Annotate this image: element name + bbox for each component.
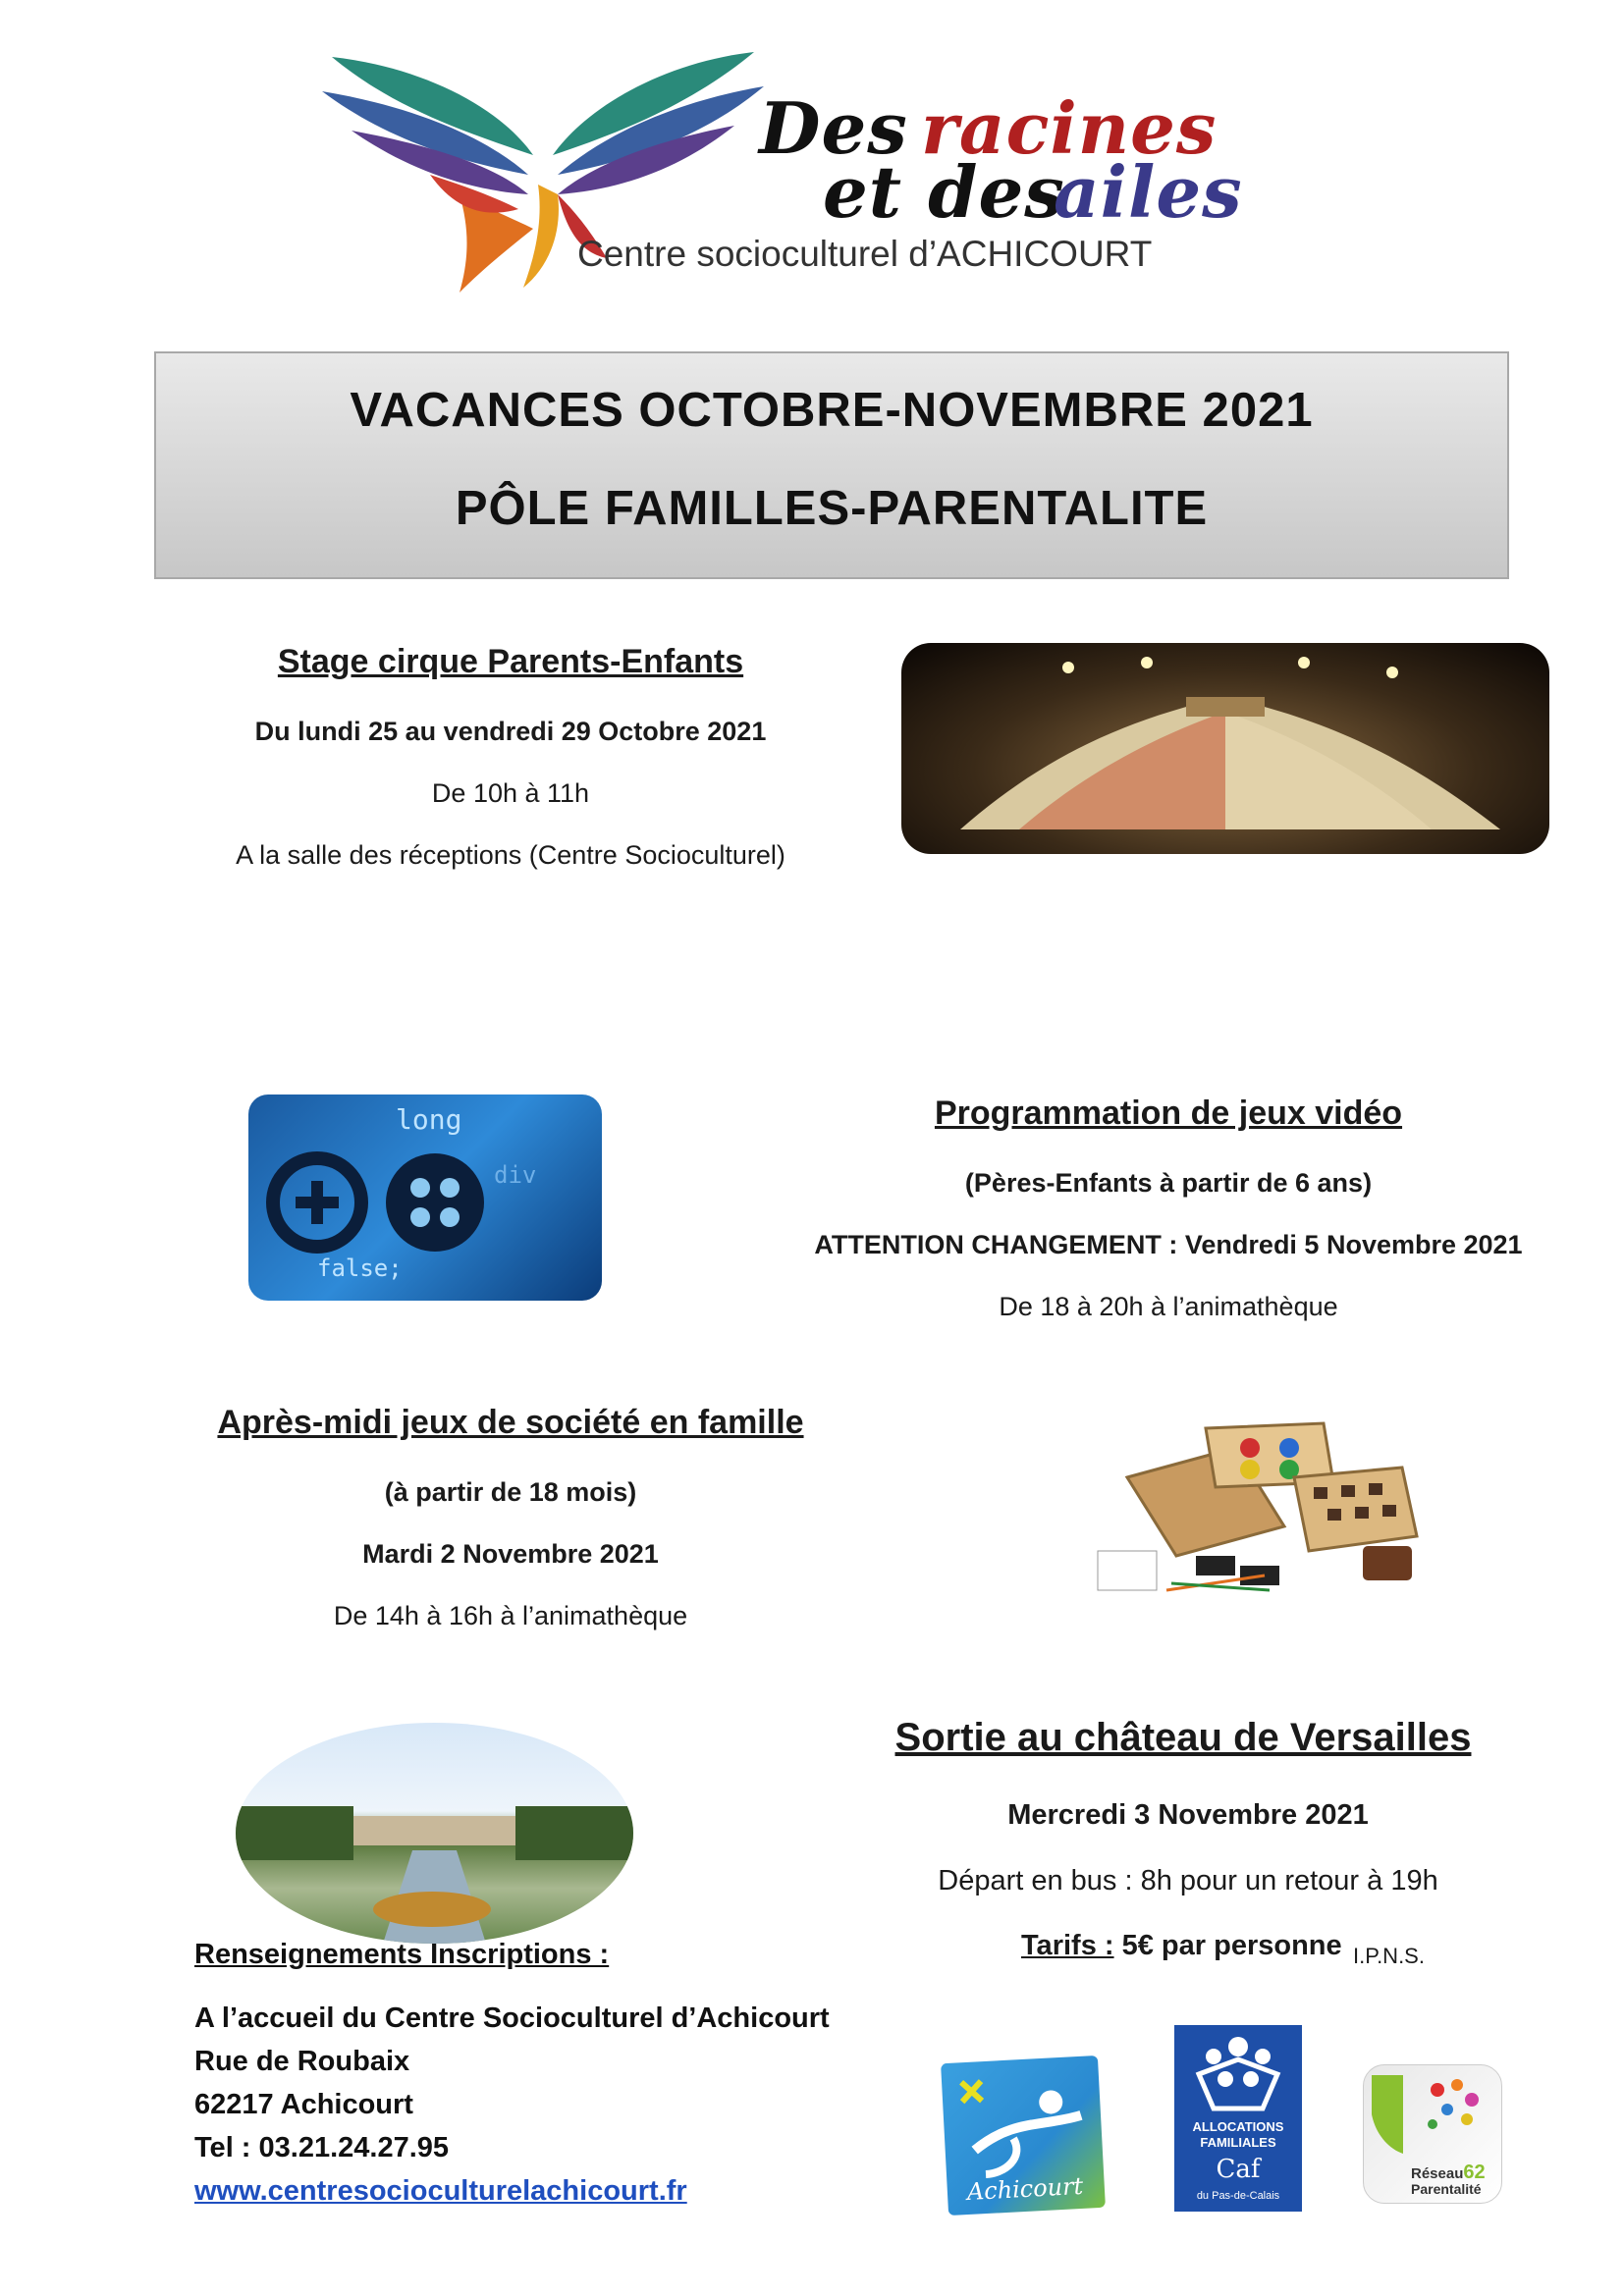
versailles-image — [236, 1723, 633, 1944]
cirque-dates: Du lundi 25 au vendredi 29 Octobre 2021 — [254, 717, 767, 746]
tarifs-label: Tarifs : — [1021, 1930, 1114, 1961]
contact-line-2: Rue de Roubaix — [194, 2046, 410, 2077]
cirque-place: A la salle des réceptions (Centre Socioculturel) — [236, 840, 785, 870]
jeux-societe-title: Après-midi jeux de société en famille — [217, 1404, 804, 1441]
reseau-parentalite-logo — [1363, 2064, 1502, 2204]
cirque-title: Stage cirque Parents-Enfants — [277, 643, 744, 680]
tarifs-value: 5€ par personne — [1113, 1930, 1342, 1961]
caf-line-2: FAMILIALES — [1200, 2135, 1276, 2150]
contact-website-link[interactable]: www.centresocioculturelachicourt.fr — [194, 2175, 687, 2207]
logo-subtitle: Centre socioculturel d’ACHICOURT — [577, 234, 1153, 274]
jeux-societe-date: Mardi 2 Novembre 2021 — [362, 1539, 659, 1569]
board-games-image — [1088, 1409, 1427, 1600]
svg-text:long: long — [396, 1103, 462, 1136]
versailles-tarifs — [1021, 1930, 1342, 1962]
header-line-1: VACANCES OCTOBRE-NOVEMBRE 2021 — [350, 384, 1314, 437]
svg-text:div: div — [494, 1161, 537, 1189]
logo — [312, 37, 1243, 332]
contact-heading: Renseignements Inscriptions : — [194, 1939, 610, 1970]
caf-logo — [1174, 2025, 1302, 2212]
video-game-image — [248, 1095, 602, 1301]
logo-text-ailes: ailes — [1054, 150, 1243, 234]
logo-text-des: Des — [759, 86, 908, 170]
circus-tent-icon — [901, 643, 1549, 854]
family-icon — [1174, 2025, 1302, 2118]
jeux-video-date: ATTENTION CHANGEMENT : Vendredi 5 Novembre 2021 — [814, 1230, 1523, 1259]
caf-line-4: du Pas-de-Calais — [1196, 2190, 1280, 2202]
versailles-bus: Départ en bus : 8h pour un retour à 19h — [938, 1865, 1438, 1896]
caf-line-3: Caf — [1216, 2155, 1261, 2184]
svg-text:false;: false; — [317, 1255, 403, 1282]
contact-line-1: A l’accueil du Centre Socioculturel d’Achicourt — [194, 2002, 830, 2034]
jeux-video-title: Programmation de jeux vidéo — [934, 1095, 1403, 1132]
caf-line-1: ALLOCATIONS — [1192, 2119, 1284, 2134]
jeux-video-audience: (Pères-Enfants à partir de 6 ans) — [964, 1168, 1373, 1198]
chateau-icon — [236, 1723, 633, 1944]
circus-tent-image — [901, 643, 1549, 854]
reseau-line-2: Parentalité — [1411, 2181, 1482, 2197]
reseau-word: Réseau — [1411, 2165, 1464, 2182]
logo-text-et-des: et des — [823, 150, 1065, 234]
dots-icon — [1364, 2065, 1501, 2163]
versailles-date: Mercredi 3 Novembre 2021 — [1007, 1799, 1369, 1831]
header-box — [154, 351, 1509, 579]
achicourt-logo — [941, 2056, 1106, 2216]
reseau-number: 62 — [1463, 2162, 1486, 2183]
ipns-mention: I.P.N.S. — [1353, 1944, 1425, 1968]
jeux-societe-audience: (à partir de 18 mois) — [384, 1477, 637, 1507]
header-line-2: PÔLE FAMILLES-PARENTALITE — [455, 482, 1209, 535]
jeux-societe-hours: De 14h à 16h à l’animathèque — [333, 1601, 688, 1630]
gamepad-icon — [248, 1095, 602, 1301]
versailles-title: Sortie au château de Versailles — [894, 1716, 1472, 1759]
board-games-icon — [1088, 1409, 1427, 1600]
contact-phone: Tel : 03.21.24.27.95 — [194, 2132, 450, 2163]
jeux-video-hours: De 18 à 20h à l’animathèque — [999, 1292, 1338, 1321]
contact-line-3: 62217 Achicourt — [194, 2089, 413, 2120]
cirque-hours: De 10h à 11h — [431, 778, 590, 808]
logo-text-racines: racines — [921, 86, 1218, 170]
achicourt-logo-text: Achicourt — [966, 2171, 1084, 2207]
